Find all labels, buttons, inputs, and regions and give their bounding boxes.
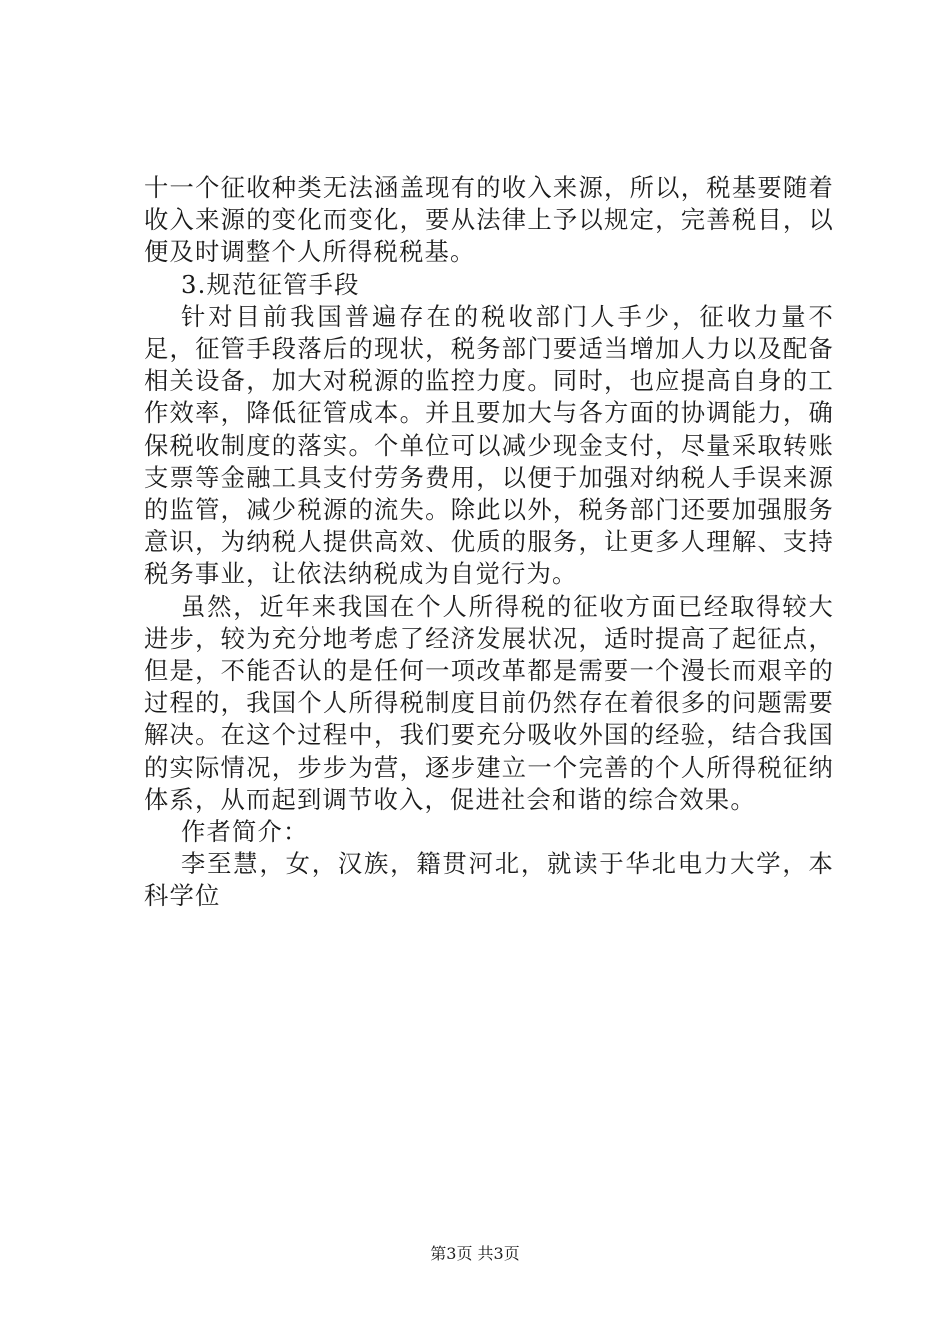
paragraph-collection-measures: 针对目前我国普遍存在的税收部门人手少，征收力量不足，征管手段落后的现状，税务部门要适当增加人力以及配备相关设备，加大对税源的监控力度。同时，也应提高自身的工作效率，降低征管成本。并且要加大与各方面的协调能力，确保税收制度的落实。个单位可以减少现金支付，尽量采取转账支票等金融工具支付劳务费用，以便于加强对纳税人手误来源的监管，减少税源的流失。除此以外，税务部门还要加强服务意识，为纳税人提供高效、优质的服务，让更多人理解、支持税务事业，让依法纳税成为自觉行为。 [144,301,834,589]
paragraph-conclusion: 虽然，近年来我国在个人所得税的征收方面已经取得较大进步，较为充分地考虑了经济发展状况，适时提高了起征点，但是，不能否认的是任何一项改革都是需要一个漫长而艰辛的过程的，我国个人所得税制度目前仍然存在着很多的问题需要解决。在这个过程中，我们要充分吸收外国的经验，结合我国的实际情况，步步为营，逐步建立一个完善的个人所得税征纳体系，从而起到调节收入，促进社会和谐的综合效果。 [144,591,834,814]
section-heading: 3.规范征管手段 [181,269,360,299]
paragraph-continuation: 十一个征收种类无法涵盖现有的收入来源，所以，税基要随着收入来源的变化而变化，要从法律上予以规定，完善税目，以便及时调整个人所得税税基。 [144,173,834,267]
author-bio: 李至慧，女，汉族，籍贯河北，就读于华北电力大学，本科学位 [144,849,834,911]
author-bio-heading: 作者简介： [181,817,309,847]
document-body [144,172,834,913]
page-number-footer: 第3页 共3页 [430,1244,520,1263]
